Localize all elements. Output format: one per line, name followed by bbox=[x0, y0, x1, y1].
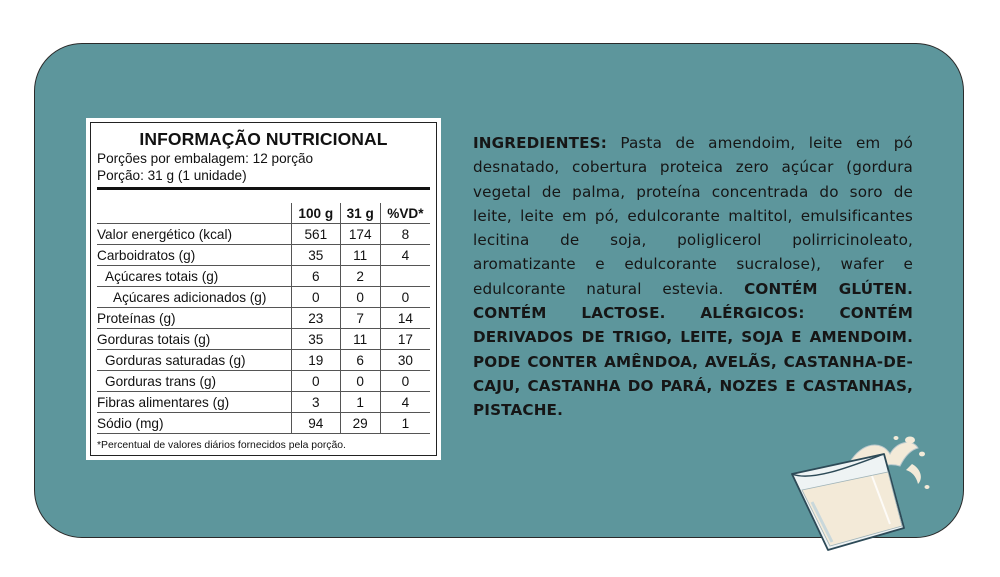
value-portion: 1 bbox=[340, 392, 380, 413]
value-vd: 0 bbox=[380, 371, 430, 392]
column-header-vd: %VD* bbox=[380, 203, 430, 224]
value-100g: 35 bbox=[292, 329, 341, 350]
value-100g: 561 bbox=[292, 224, 341, 245]
value-100g: 94 bbox=[292, 413, 341, 434]
value-100g: 23 bbox=[292, 308, 341, 329]
ingredients-list: Pasta de amendoim, leite em pó desnatado, cobertura proteica zero açúcar (gordura vegetal de palma, proteína concentrada do soro de leite, leite em pó, edulcorante maltitol, emulsificantes lecitina de soja, poliglicerol polirricinoleato, aromatizante e edulcorante sucralose), wafer e edulcorante natural estevia. bbox=[473, 134, 914, 298]
value-portion: 6 bbox=[340, 350, 380, 371]
nutrition-facts-label bbox=[86, 118, 441, 460]
allergen-warning: CONTÉM GLÚTEN. CONTÉM LACTOSE. ALÉRGICOS: CONTÉM DERIVADOS DE TRIGO, LEITE, SOJA E AMENDOIM. PODE CONTER AMÊNDOA, AVELÃS, CASTANHA-DE-CAJU, CASTANHA DO PARÁ, NOZES E CASTANHAS, PISTACHE. bbox=[473, 279, 913, 420]
value-100g: 19 bbox=[292, 350, 341, 371]
value-portion: 174 bbox=[340, 224, 380, 245]
milk-glass-splash-icon bbox=[772, 432, 932, 557]
nutrition-facts-frame bbox=[90, 122, 437, 456]
nutrition-table bbox=[97, 203, 430, 434]
value-portion: 0 bbox=[340, 287, 380, 308]
column-header-name bbox=[97, 203, 292, 224]
value-portion: 11 bbox=[340, 245, 380, 266]
value-vd: 4 bbox=[380, 392, 430, 413]
value-100g: 0 bbox=[292, 287, 341, 308]
thick-divider bbox=[97, 187, 430, 190]
table-row bbox=[97, 287, 430, 308]
nutrient-name: Açúcares totais (g) bbox=[97, 266, 292, 287]
nutrient-name: Gorduras totais (g) bbox=[97, 329, 292, 350]
value-100g: 3 bbox=[292, 392, 341, 413]
nutrition-title: INFORMAÇÃO NUTRICIONAL bbox=[139, 129, 388, 149]
value-portion: 29 bbox=[340, 413, 380, 434]
column-header-portion: 31 g bbox=[340, 203, 380, 224]
serving-size: Porção: 31 g (1 unidade) bbox=[97, 168, 247, 183]
nutrient-name: Açúcares adicionados (g) bbox=[97, 287, 292, 308]
value-100g: 35 bbox=[292, 245, 341, 266]
value-vd: 30 bbox=[380, 350, 430, 371]
ingredients-text bbox=[473, 131, 913, 423]
table-header-row bbox=[97, 203, 430, 224]
value-vd: 1 bbox=[380, 413, 430, 434]
nutrient-name: Carboidratos (g) bbox=[97, 245, 292, 266]
value-vd bbox=[380, 266, 430, 287]
table-row bbox=[97, 350, 430, 371]
column-header-100g: 100 g bbox=[292, 203, 341, 224]
table-row bbox=[97, 329, 430, 350]
table-row bbox=[97, 245, 430, 266]
nutrient-name: Fibras alimentares (g) bbox=[97, 392, 292, 413]
value-vd: 14 bbox=[380, 308, 430, 329]
ingredients-heading: INGREDIENTES: bbox=[473, 134, 607, 152]
nutrient-name: Proteínas (g) bbox=[97, 308, 292, 329]
value-vd: 0 bbox=[380, 287, 430, 308]
nutrition-footnote: *Percentual de valores diários fornecidos pela porção. bbox=[97, 440, 346, 451]
table-row bbox=[97, 371, 430, 392]
value-vd: 8 bbox=[380, 224, 430, 245]
nutrient-name: Valor energético (kcal) bbox=[97, 224, 292, 245]
glass bbox=[792, 454, 904, 550]
value-portion: 7 bbox=[340, 308, 380, 329]
value-vd: 4 bbox=[380, 245, 430, 266]
value-100g: 0 bbox=[292, 371, 341, 392]
nutrient-name: Gorduras trans (g) bbox=[97, 371, 292, 392]
value-portion: 0 bbox=[340, 371, 380, 392]
nutrient-name: Gorduras saturadas (g) bbox=[97, 350, 292, 371]
table-row bbox=[97, 413, 430, 434]
value-portion: 11 bbox=[340, 329, 380, 350]
value-portion: 2 bbox=[340, 266, 380, 287]
nutrient-name: Sódio (mg) bbox=[97, 413, 292, 434]
table-row bbox=[97, 224, 430, 245]
value-vd: 17 bbox=[380, 329, 430, 350]
table-row bbox=[97, 308, 430, 329]
table-row bbox=[97, 392, 430, 413]
servings-per-package: Porções por embalagem: 12 porção bbox=[97, 151, 314, 166]
value-100g: 6 bbox=[292, 266, 341, 287]
table-row bbox=[97, 266, 430, 287]
